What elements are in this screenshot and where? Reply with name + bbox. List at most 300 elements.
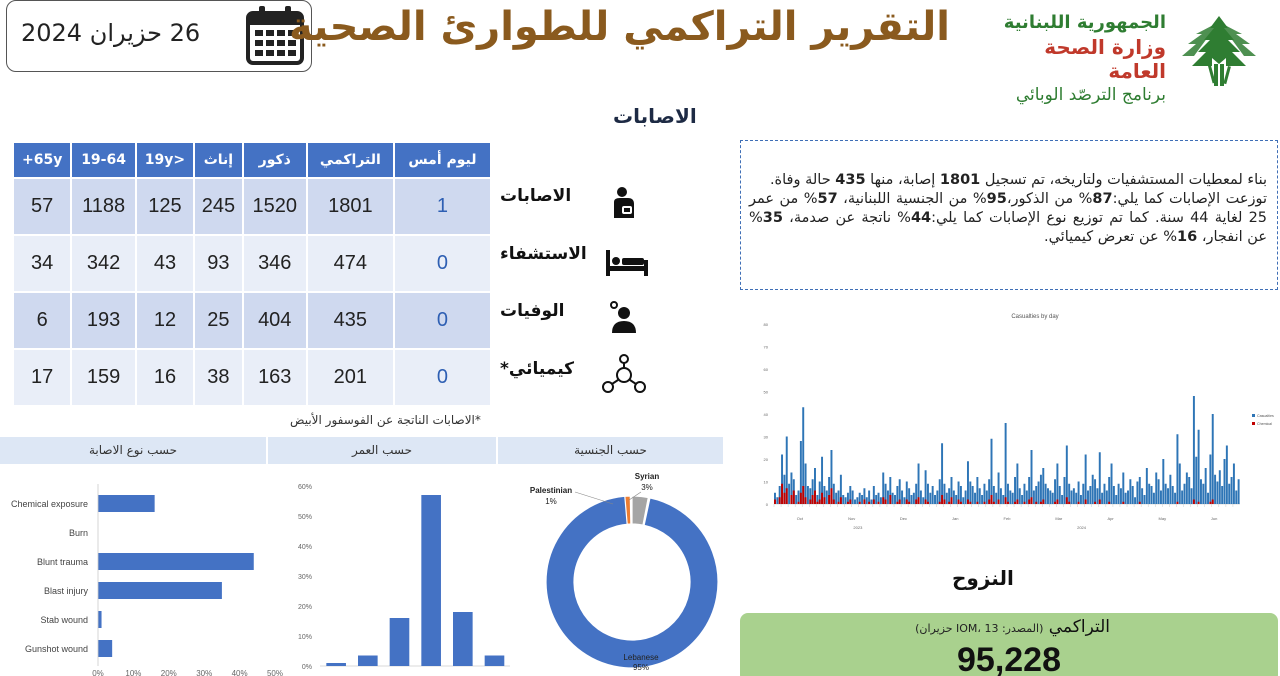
casualty-bar (1056, 464, 1058, 505)
chemical-bar (983, 502, 985, 504)
chemical-bar (918, 497, 920, 504)
casualty-bar (920, 491, 922, 505)
chemical-bar (1042, 500, 1044, 505)
casualty-bar (1042, 468, 1044, 504)
casualty-bar (875, 495, 877, 504)
chemical-bar (896, 502, 898, 504)
casualty-bar (1021, 495, 1023, 504)
casualty-bar (979, 488, 981, 504)
category-label: Blast injury (43, 586, 88, 596)
table-cell: 346 (244, 236, 306, 291)
row-label-text: الاصابات (500, 186, 572, 206)
chemical-bar (1066, 497, 1068, 504)
casualty-bar (1016, 464, 1018, 505)
x-year-label: 2024 (1077, 525, 1087, 530)
chemical-bar (1028, 500, 1030, 505)
casualty-bar (795, 495, 797, 504)
chemical-bar (1139, 502, 1141, 504)
casualties-section-title: الاصابات (613, 104, 697, 128)
chemical-bar (1014, 502, 1016, 504)
y-tick-label: 30 (763, 434, 768, 440)
row-labels (498, 178, 646, 408)
table-cell: 25 (195, 293, 242, 348)
chemical-bar (793, 491, 795, 505)
casualty-bar (1195, 457, 1197, 504)
chemical-bar (823, 497, 825, 504)
x-group-label: Jun (1210, 516, 1218, 521)
category-label: Burn (68, 528, 88, 538)
slice-value-label: 3% (641, 483, 653, 492)
x-tick-label: 20% (160, 669, 177, 676)
casualty-bar (939, 479, 941, 504)
table-cell: 435 (308, 293, 393, 348)
casualty-bar (1122, 473, 1124, 505)
casualty-bar (1136, 482, 1138, 505)
summary-text: % من الذكور، (1006, 191, 1093, 207)
table-header-row (14, 143, 490, 177)
casualty-bar (998, 473, 1000, 505)
x-tick-label: 50% (266, 669, 284, 676)
chemical-bar (821, 493, 823, 504)
chemical-bar (1085, 500, 1087, 505)
summary-text: % ناتجة عن صدمة، (782, 210, 911, 226)
summary-number: 57 (817, 191, 838, 207)
casualty-bar (908, 488, 910, 504)
casualty-bar (1207, 493, 1209, 504)
chemical-bar (816, 502, 818, 504)
chemical-bar (915, 500, 917, 505)
casualty-bar (960, 486, 962, 504)
casualty-bar (1233, 464, 1235, 505)
injured-person-icon (606, 184, 642, 224)
cedar-logo-icon (1178, 12, 1260, 90)
casualty-bar (1214, 475, 1216, 504)
slice-label: Lebanese (623, 653, 659, 662)
row-label-text: الاستشفاء (500, 243, 587, 264)
summary-number: 1801 (939, 172, 981, 188)
casualty-bar (1120, 488, 1122, 504)
casualty-bar (826, 491, 828, 505)
casualty-bar (1096, 488, 1098, 504)
summary-text: بناء لمعطيات المستشفيات ولتاريخه، تم تسجيل (980, 172, 1267, 188)
chemical-bar (1078, 502, 1080, 504)
chemical-bar (885, 500, 887, 505)
displacement-source: (المصدر: IOM، 13 حزيران) (915, 622, 1044, 635)
casualty-bar (845, 497, 847, 504)
x-year-label: 2023 (853, 525, 863, 530)
casualty-bar (1007, 484, 1009, 504)
x-group-label: Jan (951, 516, 959, 521)
age-chart (290, 470, 510, 676)
casualty-bar (1033, 491, 1035, 505)
y-tick-label: 40% (297, 544, 312, 551)
casualty-bar (1068, 484, 1070, 504)
casualty-bar (1082, 484, 1084, 504)
casualty-bar (1073, 488, 1075, 504)
age-bar (421, 495, 441, 666)
injury-bar (98, 611, 102, 628)
slice-value-label: 95% (632, 663, 650, 672)
slice-label: Syrian (634, 472, 660, 481)
category-label: Chemical exposure (10, 499, 88, 509)
casualty-bar (995, 493, 997, 504)
casualty-bar (1139, 477, 1141, 504)
casualty-bar (1049, 491, 1051, 505)
slice-value-label: 1% (545, 497, 557, 506)
casualty-bar (1165, 484, 1167, 504)
row-label-deaths (498, 293, 646, 351)
casualty-bar (1026, 491, 1028, 505)
panel-header-age: حسب العمر (268, 437, 496, 464)
chemical-molecule-icon (602, 353, 646, 397)
ministry-line-republic: الجمهورية اللبنانية (1003, 12, 1166, 33)
chemical-bar (805, 497, 807, 504)
casualty-bar (1101, 493, 1103, 504)
chemical-bar (960, 502, 962, 504)
casualty-bar (1085, 455, 1087, 505)
chemical-bar (958, 500, 960, 505)
casualty-bar (1080, 495, 1082, 504)
slice-label: Palestinian (529, 486, 573, 495)
casualty-bar (1023, 484, 1025, 504)
casualty-bar (1063, 477, 1065, 504)
casualty-bar (1186, 473, 1188, 505)
summary-text: توزعت الإصابات كما يلي: (1112, 191, 1268, 207)
casualty-bar (1148, 484, 1150, 504)
age-bar (390, 618, 410, 666)
chemical-bar (781, 484, 783, 504)
casualty-bar (788, 484, 790, 504)
x-tick-label: 0% (92, 669, 104, 676)
casualty-bar (1066, 446, 1068, 505)
chemical-bar (847, 502, 849, 504)
table-cell: 6 (14, 293, 70, 348)
chemical-bar (1108, 502, 1110, 504)
casualty-bar (1075, 493, 1077, 504)
casualty-bar (1202, 484, 1204, 504)
casualty-bar (1115, 495, 1117, 504)
y-tick-label: 60 (763, 367, 768, 372)
casualty-bar (861, 495, 863, 504)
chemical-bar (927, 502, 929, 504)
table-cell: 342 (72, 236, 134, 291)
chemical-bar (819, 500, 821, 505)
casualty-bar (1071, 491, 1073, 505)
col-header-cumulative: التراكمي (308, 143, 393, 177)
casualty-bar (1000, 488, 1002, 504)
table-cell: 0 (395, 350, 490, 405)
casualty-bar (1047, 488, 1049, 504)
casualty-bar (1092, 475, 1094, 504)
casualty-bar (1134, 497, 1136, 504)
casualty-bar (948, 488, 950, 504)
casualty-bar (894, 495, 896, 504)
chemical-bar (906, 500, 908, 505)
casualty-bar (983, 484, 985, 504)
y-tick-label: 0 (765, 502, 768, 507)
chemical-bar (1099, 500, 1101, 505)
legend-swatch (1252, 414, 1255, 417)
table-cell: 38 (195, 350, 242, 405)
chemical-bar (1054, 502, 1056, 504)
table-cell: 0 (395, 293, 490, 348)
casualty-bar (922, 497, 924, 504)
injury-bar (98, 495, 155, 512)
col-header-male: ذكور (244, 143, 306, 177)
table-row (14, 236, 490, 291)
chemical-bar (951, 497, 953, 504)
ministry-block (986, 12, 1166, 105)
casualty-bar (854, 500, 856, 505)
ministry-line-program: برنامج الترصّد الوبائي (1015, 85, 1166, 105)
casualty-bar (1031, 450, 1033, 504)
casualty-bar (1224, 459, 1226, 504)
table-cell: 159 (72, 350, 134, 405)
chemical-bar (939, 502, 941, 504)
chemical-bar (812, 495, 814, 504)
casualty-bar (969, 482, 971, 505)
casualty-bar (955, 495, 957, 504)
casualty-bar (1035, 486, 1037, 504)
casualty-bar (1045, 484, 1047, 504)
category-label: Blunt trauma (36, 557, 88, 567)
summary-text: % عن تعرض كيميائي. (1043, 229, 1178, 245)
table-cell: 1801 (308, 179, 393, 234)
casualty-bar (1155, 473, 1157, 505)
chemical-bar (783, 493, 785, 504)
casualty-bar (1209, 455, 1211, 505)
casualty-bar (1054, 479, 1056, 504)
casualty-bar (1162, 459, 1164, 504)
summary-text: إصابة، منها (865, 172, 940, 188)
chart-title: Casualties by day (1011, 314, 1059, 320)
y-tick-label: 80 (763, 322, 768, 327)
chemical-bar (786, 488, 788, 504)
casualty-bar (1151, 486, 1153, 504)
x-group-label: Apr (1107, 516, 1114, 521)
casualty-bar (927, 484, 929, 504)
casualty-bar (986, 491, 988, 505)
casualty-bar (981, 495, 983, 504)
casualty-bar (1113, 486, 1115, 504)
table-cell: 201 (308, 350, 393, 405)
chemical-bar (943, 500, 945, 505)
casualty-bar (1094, 479, 1096, 504)
row-label-injuries (498, 178, 646, 236)
casualty-bar (1184, 484, 1186, 504)
chemical-bar (1056, 500, 1058, 505)
casualty-bar (1228, 484, 1230, 504)
chemical-bar (830, 488, 832, 504)
date-box (6, 0, 312, 72)
chemical-bar (800, 493, 802, 504)
casualty-bar (1172, 486, 1174, 504)
table-row (14, 293, 490, 348)
chemical-bar (1212, 500, 1214, 505)
chemical-bar (1068, 502, 1070, 504)
table-cell: 1520 (244, 179, 306, 234)
chemical-bar (802, 486, 804, 504)
chemical-bar (840, 497, 842, 504)
chemical-bar (838, 502, 840, 504)
legend-label: Chemical (1257, 422, 1272, 426)
casualty-bar (913, 493, 915, 504)
casualty-bar (936, 491, 938, 505)
casualty-bar (965, 491, 967, 505)
page-title: التقرير التراكمي للطوارئ الصحية (289, 4, 950, 50)
casualty-bar (1216, 482, 1218, 505)
casualty-bar (1179, 464, 1181, 505)
casualty-bar (866, 497, 868, 504)
casualty-bar (1002, 495, 1004, 504)
casualty-bar (1014, 477, 1016, 504)
casualty-bar (887, 491, 889, 505)
table-cell: 1188 (72, 179, 134, 234)
casualty-bar (880, 497, 882, 504)
table-cell: 16 (137, 350, 193, 405)
chemical-bar (925, 500, 927, 505)
chemical-bar (1007, 502, 1009, 504)
casualty-bar (896, 486, 898, 504)
y-tick-label: 10% (297, 634, 312, 641)
casualty-bar (1103, 484, 1105, 504)
casualties-table (12, 141, 492, 407)
table-cell: 12 (137, 293, 193, 348)
chemical-bar (969, 502, 971, 504)
chemical-bar (967, 500, 969, 505)
casualty-bar (1188, 477, 1190, 504)
casualty-bar (976, 477, 978, 504)
chemical-bar (828, 495, 830, 504)
displacement-label-text: التراكمي (1048, 617, 1110, 637)
casualty-bar (1132, 486, 1134, 504)
x-group-label: Dec (899, 516, 908, 521)
chemical-bar (878, 502, 880, 504)
chemical-bar (1198, 502, 1200, 504)
chemical-bar (1040, 502, 1042, 504)
displacement-value: 95,228 (957, 641, 1061, 676)
chemical-bar (1005, 497, 1007, 504)
chemical-bar (976, 502, 978, 504)
chemical-bar (798, 502, 800, 504)
summary-text: حالة وفاة. (769, 172, 836, 188)
x-group-label: Feb (1003, 516, 1011, 521)
col-header-yesterday: ليوم أمس (395, 143, 490, 177)
casualty-bar (991, 439, 993, 504)
col-header-female: إناث (195, 143, 242, 177)
casualty-bar (1219, 470, 1221, 504)
casualty-bar (993, 486, 995, 504)
chemical-bar (998, 500, 1000, 505)
casualty-bar (903, 497, 905, 504)
table-row (14, 179, 490, 234)
chemical-bar (779, 497, 781, 504)
chemical-bar (948, 502, 950, 504)
casualty-bar (1111, 464, 1113, 505)
casualty-bar (1019, 488, 1021, 504)
casualty-bar (901, 491, 903, 505)
casualty-bar (1205, 468, 1207, 504)
table-cell: 245 (195, 179, 242, 234)
age-bar (358, 656, 378, 667)
casualty-bar (911, 495, 913, 504)
displacement-label (915, 617, 1110, 637)
y-tick-label: 50% (297, 514, 312, 521)
chemical-bar (993, 502, 995, 504)
chemical-bar (1023, 502, 1025, 504)
table-cell: 34 (14, 236, 70, 291)
report-date: 26 حزيران 2024 (21, 19, 201, 47)
table-cell: 404 (244, 293, 306, 348)
casualty-bar (1129, 479, 1131, 504)
table-cell: 474 (308, 236, 393, 291)
y-tick-label: 70 (763, 344, 768, 350)
casualty-bar (1153, 493, 1155, 504)
chemical-bar (859, 502, 861, 504)
chemical-bar (1016, 500, 1018, 505)
chemical-bar (1031, 497, 1033, 504)
summary-text: % من الجنسية اللبنانية، (837, 191, 987, 207)
displacement-box (740, 613, 1278, 676)
casualty-bar (856, 497, 858, 504)
casualty-bar (1167, 488, 1169, 504)
casualty-bar (1146, 468, 1148, 504)
casualty-bar (1040, 475, 1042, 504)
injury-type-chart (0, 470, 290, 676)
casualty-bar (1061, 495, 1063, 504)
casualty-bar (1193, 396, 1195, 504)
casualty-bar (1005, 423, 1007, 504)
chemical-bar (868, 502, 870, 504)
casualty-bar (852, 491, 854, 505)
table-row (14, 350, 490, 405)
row-label-chemical (498, 351, 646, 409)
casualty-bar (1089, 486, 1091, 504)
casualty-bar (972, 486, 974, 504)
displacement-title: النزوح (952, 566, 1014, 590)
category-label: Stab wound (40, 615, 88, 625)
age-bar (326, 663, 346, 666)
table-cell: 43 (137, 236, 193, 291)
casualty-bar (776, 497, 778, 504)
casualty-bar (892, 493, 894, 504)
y-tick-label: 30% (297, 574, 312, 581)
summary-number: 87 (1092, 191, 1113, 207)
casualty-bar (1238, 479, 1240, 504)
casualty-bar (1174, 493, 1176, 504)
chemical-bar (863, 500, 865, 505)
casualty-bar (1038, 482, 1040, 505)
chemical-bar (809, 500, 811, 505)
casualty-bar (1212, 414, 1214, 504)
col-header-65plus: 65y+ (14, 143, 70, 177)
casualty-bar (929, 493, 931, 504)
chemical-bar (1176, 502, 1178, 504)
summary-number: 44 (910, 210, 932, 226)
casualty-bar (807, 486, 809, 504)
x-group-label: May (1158, 516, 1167, 521)
col-header-under19: <19y (137, 143, 193, 177)
leader-line (575, 492, 613, 504)
chemical-bar (991, 495, 993, 504)
y-tick-label: 50 (763, 389, 768, 395)
injury-bar (98, 553, 254, 570)
casualty-bar (925, 470, 927, 504)
x-tick-label: 40% (231, 669, 248, 676)
casualty-bar (1176, 434, 1178, 504)
casualty-bar (1191, 488, 1193, 504)
chemical-bar (1035, 502, 1037, 504)
